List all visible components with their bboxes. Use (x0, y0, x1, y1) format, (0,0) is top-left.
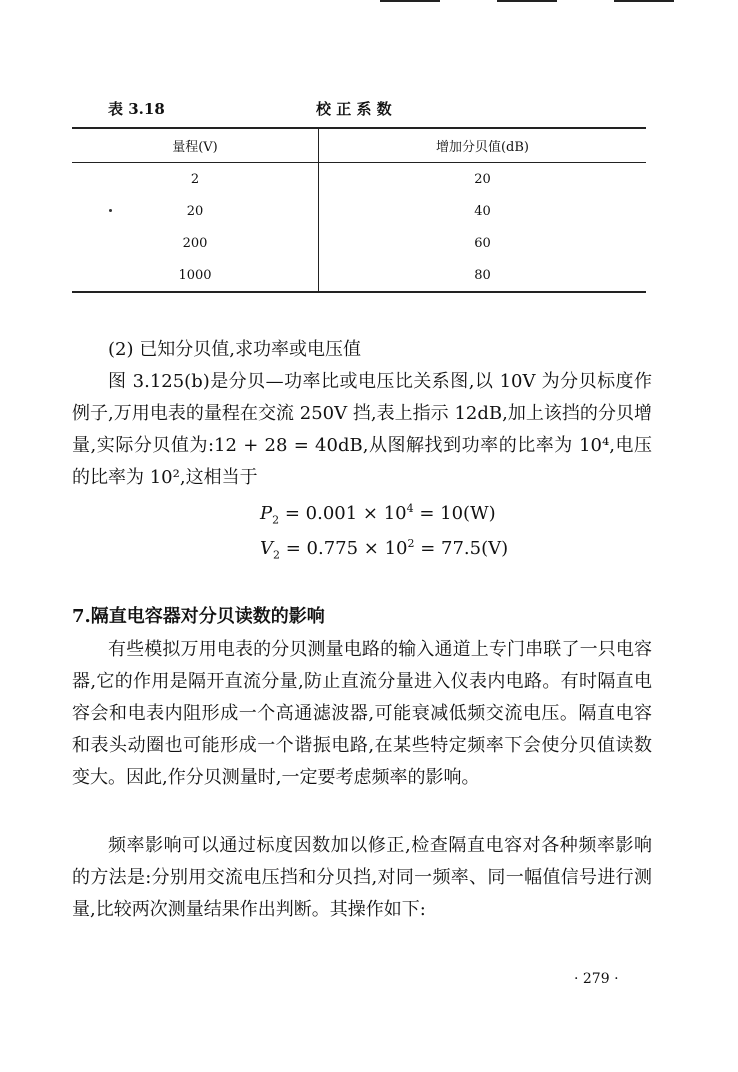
table-row (72, 163, 646, 196)
table-header-row (72, 128, 646, 163)
formula-voltage-result: = 77.5(V) (414, 538, 509, 559)
section-heading-blocking-capacitor: 7.隔直电容器对分贝读数的影响 (72, 606, 325, 627)
table-title: 校 正 系 数 (316, 100, 392, 118)
formula-power-exponent: 4 (406, 502, 414, 515)
cell-db: 80 (474, 267, 491, 283)
header-range: 量程(V) (72, 128, 319, 163)
table-row (72, 195, 646, 227)
cell-range: 200 (72, 227, 319, 259)
cell-db: 40 (474, 203, 491, 219)
paragraph-blocking-capacitor-2: 频率影响可以通过标度因数加以修正,检查隔直电容对各种频率影响的方法是:分别用交流电压挡和分贝挡,对同一频率、同一幅值信号进行测量,比较两次测量结果作出判断。其操作如下: (72, 835, 652, 920)
paragraph-known-db: 图 3.125(b)是分贝—功率比或电压比关系图,以 10V 为分贝标度作例子,万用电表的量程在交流 250V 挡,表上指示 12dB,加上该挡的分贝增量,实际分贝值为:12 + 28 = 40dB,从图解找到功率的比率为 10⁴,电压的比率为 10²,这相当于 (72, 371, 652, 488)
header-db-increment: 增加分贝值(dB) (435, 140, 530, 155)
cell-db: 20 (474, 171, 491, 187)
cell-db: 60 (474, 235, 491, 251)
page-number: · 279 · (574, 971, 619, 987)
cell-range: 1000 (72, 259, 319, 292)
correction-table (72, 127, 646, 293)
formula-voltage-exponent: 2 (407, 537, 415, 550)
cell-range: 20 (72, 195, 319, 227)
formula-power-subscript: 2 (272, 513, 280, 527)
formula-power-symbol: P (260, 503, 273, 524)
formula-power-result: = 10(W) (413, 503, 496, 524)
formula-voltage-expression: = 0.775 × 10 (280, 538, 408, 559)
paragraph-blocking-capacitor-1: 有些模拟万用电表的分贝测量电路的输入通道上专门串联了一只电容器,它的作用是隔开直流分量,防止直流分量进入仪表内电路。有时隔直电容会和电表内阻形成一个高通滤波器,可能衰减低频交流电压。隔直电容和表头动圈也可能形成一个谐振电路,在某些特定频率下会使分贝值读数变大。因此,作分贝测量时,一定要考虑频率的影响。 (72, 639, 652, 788)
top-rule-1 (380, 0, 440, 2)
table-label: 表 3.18 (108, 100, 165, 118)
formula-voltage-subscript: 2 (273, 548, 280, 562)
table-row (72, 227, 646, 259)
stray-dot (109, 209, 112, 212)
formula-power-expression: = 0.001 × 10 (279, 503, 407, 524)
formula-voltage-symbol: V (260, 538, 273, 559)
formula-power (260, 502, 496, 527)
cell-range: 2 (72, 163, 319, 196)
table-row (72, 259, 646, 292)
formula-voltage (260, 537, 508, 562)
subheading-known-db: (2) 已知分贝值,求功率或电压值 (108, 339, 361, 360)
top-rule-3 (614, 0, 674, 2)
top-rule-2 (497, 0, 557, 2)
